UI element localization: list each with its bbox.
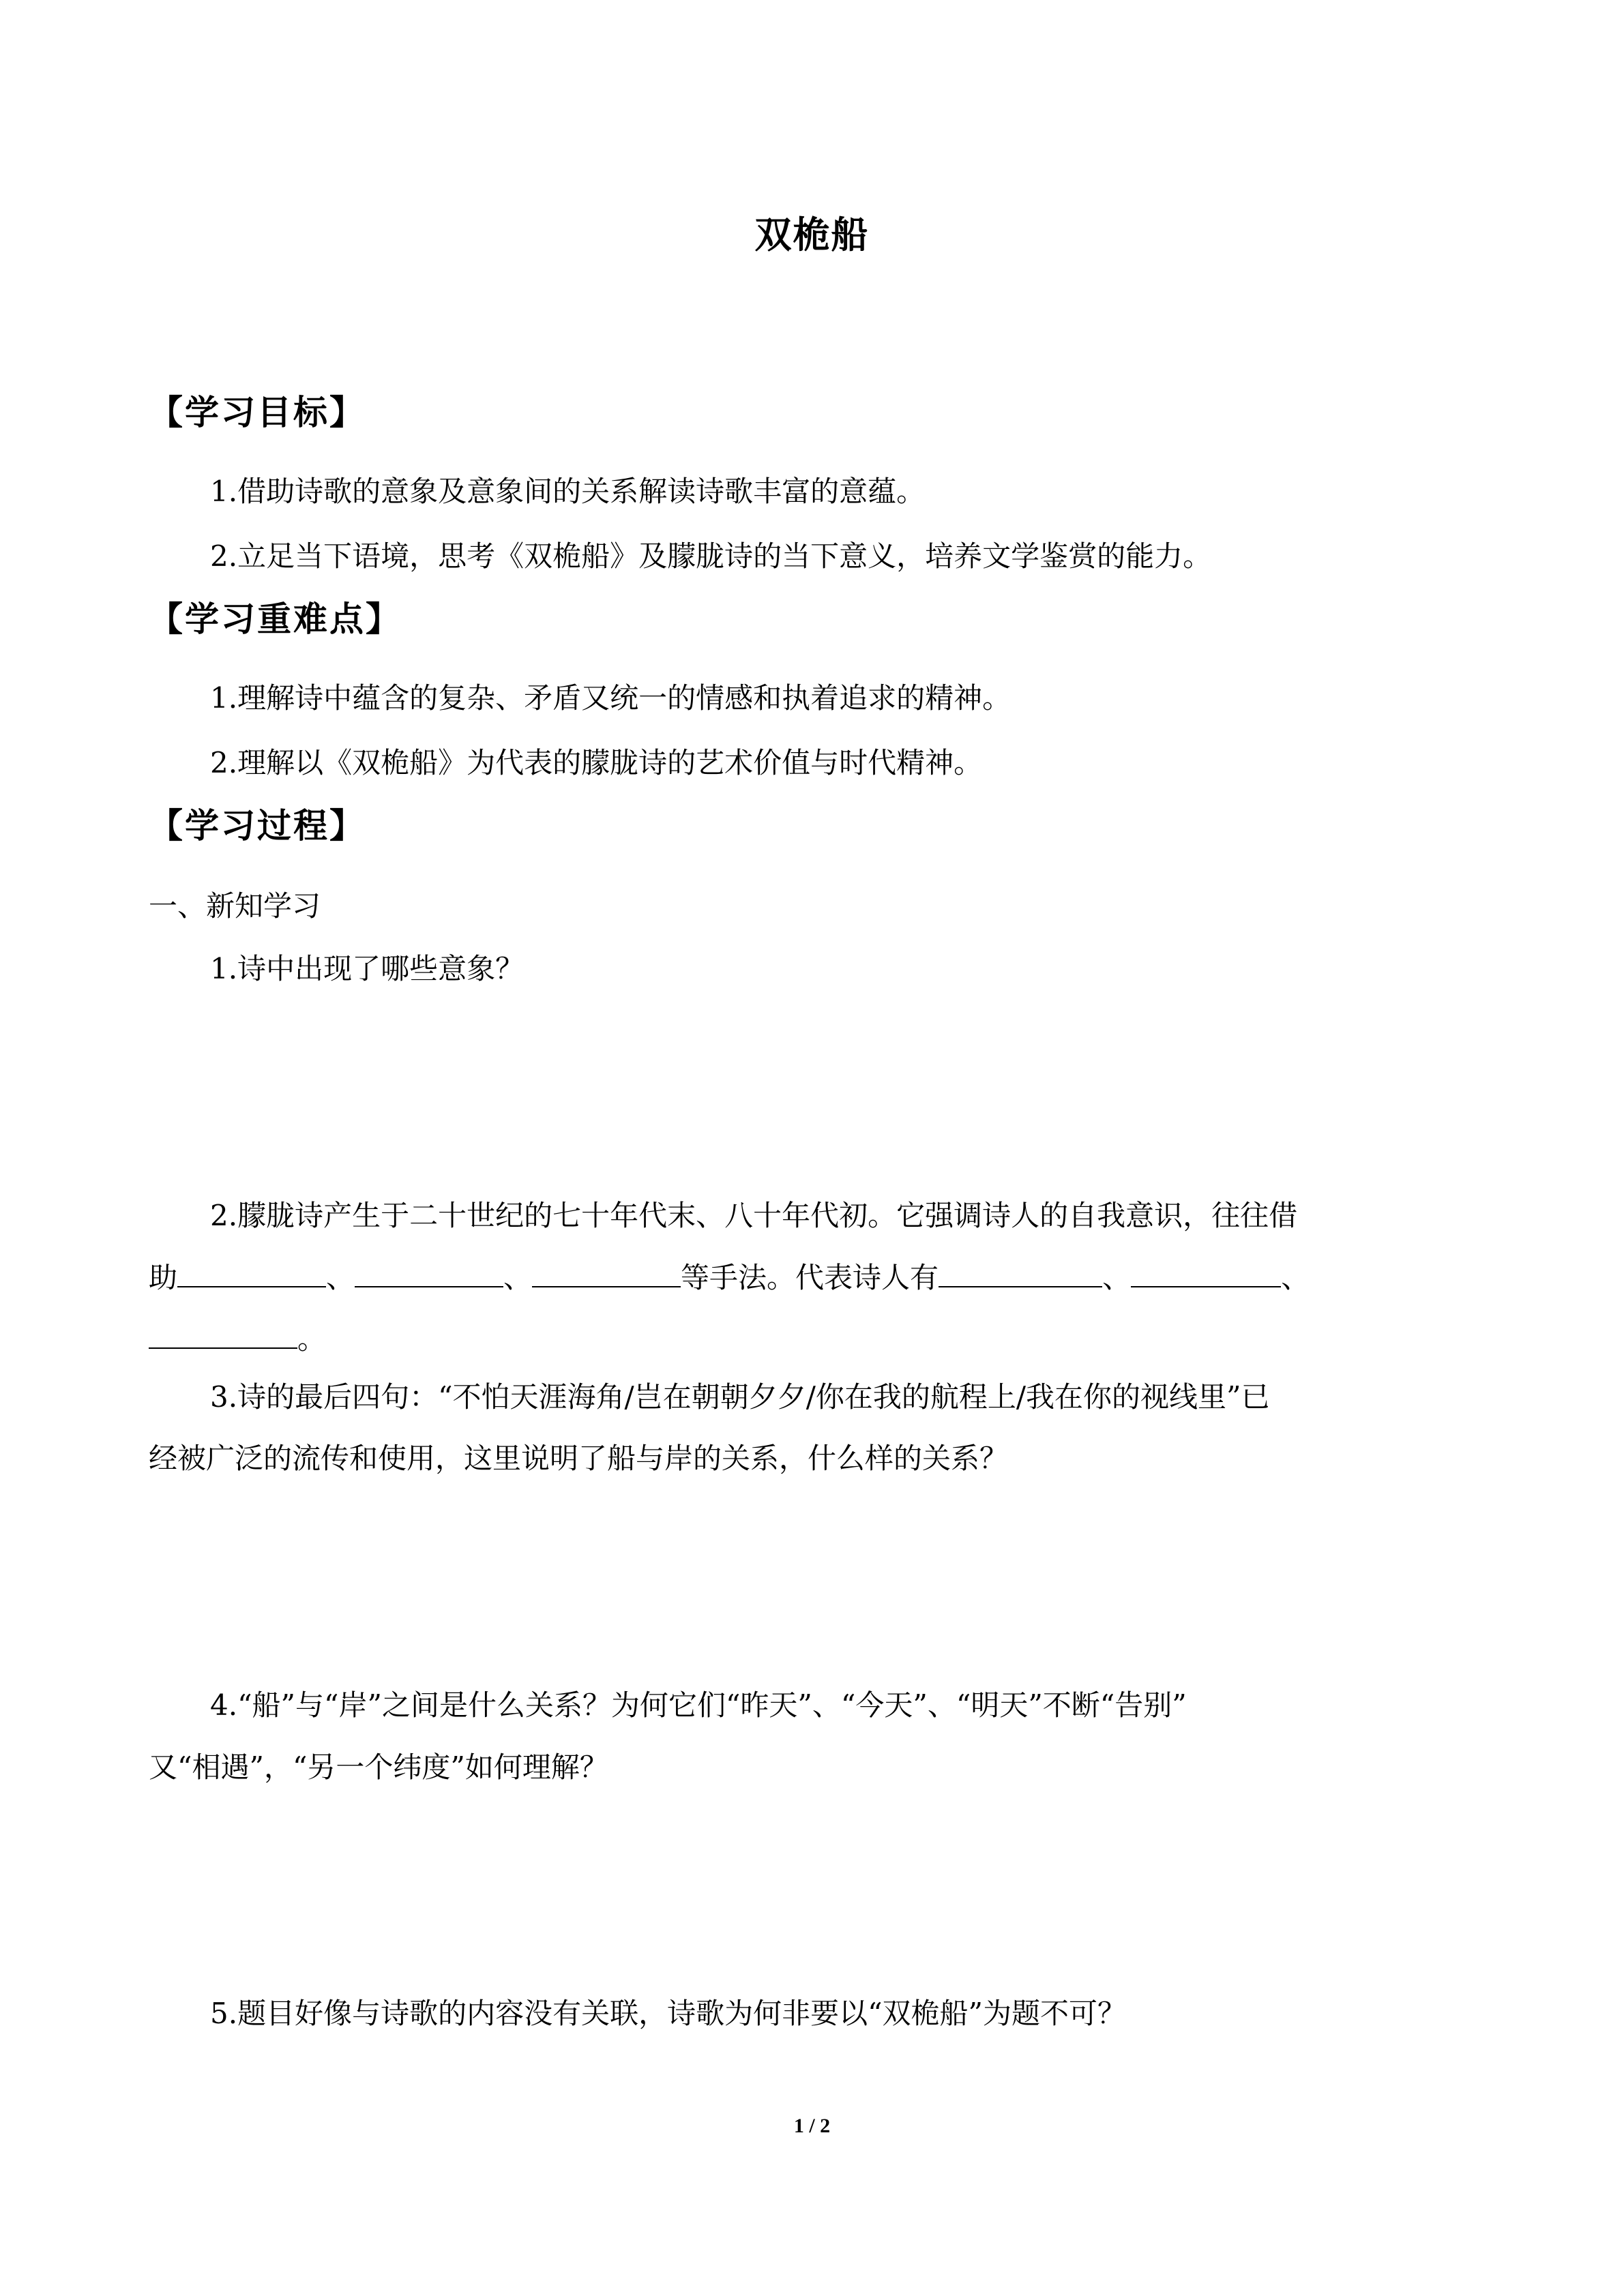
question-3-line-2: 经被广泛的流传和使用，这里说明了船与岸的关系，什么样的关系？ — [149, 1442, 1009, 1475]
question-5: 5.题目好像与诗歌的内容没有关联，诗歌为何非要以“双桅船”为题不可？ — [210, 1997, 1127, 2030]
page-number: 1 / 2 — [793, 2115, 831, 2137]
key-point-item-1: 1.理解诗中蕴含的复杂、矛盾又统一的情感和执着追求的精神。 — [210, 681, 1012, 715]
heading-key-points: 【学习重难点】 — [149, 599, 402, 639]
heading-learning-process: 【学习过程】 — [149, 806, 366, 846]
question-2-text-end: 。 — [297, 1322, 327, 1356]
question-2-line-2 — [149, 1257, 1310, 1299]
question-2-line-3 — [149, 1318, 326, 1360]
answer-blank[interactable] — [149, 1320, 297, 1349]
separator: 、 — [326, 1261, 355, 1294]
heading-learning-goals: 【学习目标】 — [149, 393, 366, 432]
question-4-line-1: 4.“船”与“岸”之间是什么关系？为何它们“昨天”、“今天”、“明天”不断“告别” — [210, 1688, 1187, 1722]
answer-blank[interactable] — [355, 1259, 503, 1287]
page-title: 双桅船 — [754, 213, 870, 256]
question-3-line-1: 3.诗的最后四句：“不怕天涯海角/岂在朝朝夕夕/你在我的航程上/我在你的视线里”已 — [210, 1380, 1270, 1414]
question-4-line-2: 又“相遇”，“另一个纬度”如何理解？ — [149, 1750, 608, 1784]
answer-blank[interactable] — [1131, 1259, 1281, 1287]
answer-blank[interactable] — [532, 1259, 681, 1287]
question-2-text-start: 助 — [149, 1261, 178, 1294]
separator: 、 — [503, 1261, 533, 1294]
answer-blank[interactable] — [939, 1259, 1102, 1287]
goal-item-1: 1.借助诗歌的意象及意象间的关系解读诗歌丰富的意蕴。 — [210, 475, 926, 508]
separator: 、 — [1281, 1261, 1310, 1294]
question-1: 1.诗中出现了哪些意象？ — [210, 952, 525, 985]
part-one-label: 一、新知学习 — [149, 889, 321, 923]
goal-item-2: 2.立足当下语境，思考《双桅船》及朦胧诗的当下意义，培养文学鉴赏的能力。 — [210, 539, 1212, 573]
answer-blank[interactable] — [177, 1259, 326, 1287]
question-2-line-1: 2.朦胧诗产生于二十世纪的七十年代末、八十年代初。它强调诗人的自我意识，往往借 — [210, 1199, 1298, 1232]
separator: 、 — [1102, 1261, 1132, 1294]
key-point-item-2: 2.理解以《双桅船》为代表的朦胧诗的艺术价值与时代精神。 — [210, 746, 983, 779]
question-2-text-mid: 等手法。代表诗人有 — [681, 1261, 939, 1294]
